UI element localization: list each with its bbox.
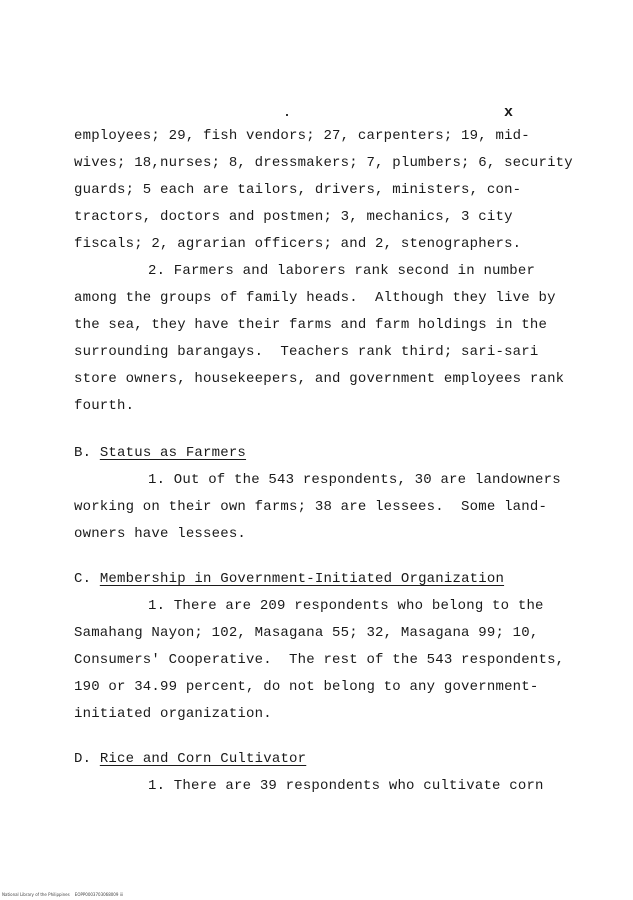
section-title: Status as Farmers bbox=[99, 445, 247, 461]
text-line: wives; 18,nurses; 8, dressmakers; 7, plumbers; 6, security bbox=[74, 155, 573, 171]
text-line: store owners, housekeepers, and government employees rank bbox=[74, 371, 565, 387]
text-line: initiated organization. bbox=[74, 706, 272, 722]
text-line: employees; 29, fish vendors; 27, carpenters; 19, mid- bbox=[74, 128, 530, 144]
spacer bbox=[74, 548, 574, 566]
page-number: x bbox=[504, 104, 514, 121]
text-line: fourth. bbox=[74, 398, 135, 414]
section-prefix: C. bbox=[74, 571, 100, 587]
section-heading bbox=[74, 746, 574, 773]
text-line: 190 or 34.99 percent, do not belong to any government- bbox=[74, 679, 539, 695]
section-prefix: B. bbox=[74, 445, 100, 461]
document-body bbox=[74, 123, 574, 800]
text-line: working on their own farms; 38 are lessees. Some land- bbox=[74, 499, 548, 515]
text-line: 1. Out of the 543 respondents, 30 are landowners bbox=[148, 472, 561, 488]
section-rice-corn bbox=[74, 746, 574, 800]
paragraph-farmers-laborers bbox=[74, 258, 574, 420]
text-line: tractors, doctors and postmen; 3, mechanics, 3 city bbox=[74, 209, 513, 225]
text-line: owners have lessees. bbox=[74, 526, 247, 542]
spacer bbox=[74, 728, 574, 746]
section-title: Rice and Corn Cultivator bbox=[99, 751, 307, 767]
section-prefix: D. bbox=[74, 751, 100, 767]
section-heading bbox=[74, 566, 574, 593]
text-line: 1. There are 39 respondents who cultivate corn bbox=[148, 778, 544, 794]
archive-footer: National Library of the Philippines EOPP0003703068009 iii bbox=[2, 892, 123, 897]
text-line: surrounding barangays. Teachers rank third; sari-sari bbox=[74, 344, 539, 360]
spacer bbox=[74, 420, 574, 440]
section-heading bbox=[74, 440, 574, 467]
text-line: 1. There are 209 respondents who belong to the bbox=[148, 598, 544, 614]
text-line: Consumers' Cooperative. The rest of the 543 respondents, bbox=[74, 652, 565, 668]
text-line: fiscals; 2, agrarian officers; and 2, stenographers. bbox=[74, 236, 522, 252]
stray-mark bbox=[286, 114, 288, 116]
text-line: the sea, they have their farms and farm holdings in the bbox=[74, 317, 548, 333]
section-title: Membership in Government-Initiated Organization bbox=[99, 571, 505, 587]
text-line: among the groups of family heads. Although they live by bbox=[74, 290, 556, 306]
section-status-as-farmers bbox=[74, 440, 574, 548]
section-membership bbox=[74, 566, 574, 728]
text-line: guards; 5 each are tailors, drivers, ministers, con- bbox=[74, 182, 522, 198]
paragraph-occupations bbox=[74, 123, 574, 258]
text-line: 2. Farmers and laborers rank second in number bbox=[148, 263, 536, 279]
text-line: Samahang Nayon; 102, Masagana 55; 32, Masagana 99; 10, bbox=[74, 625, 539, 641]
